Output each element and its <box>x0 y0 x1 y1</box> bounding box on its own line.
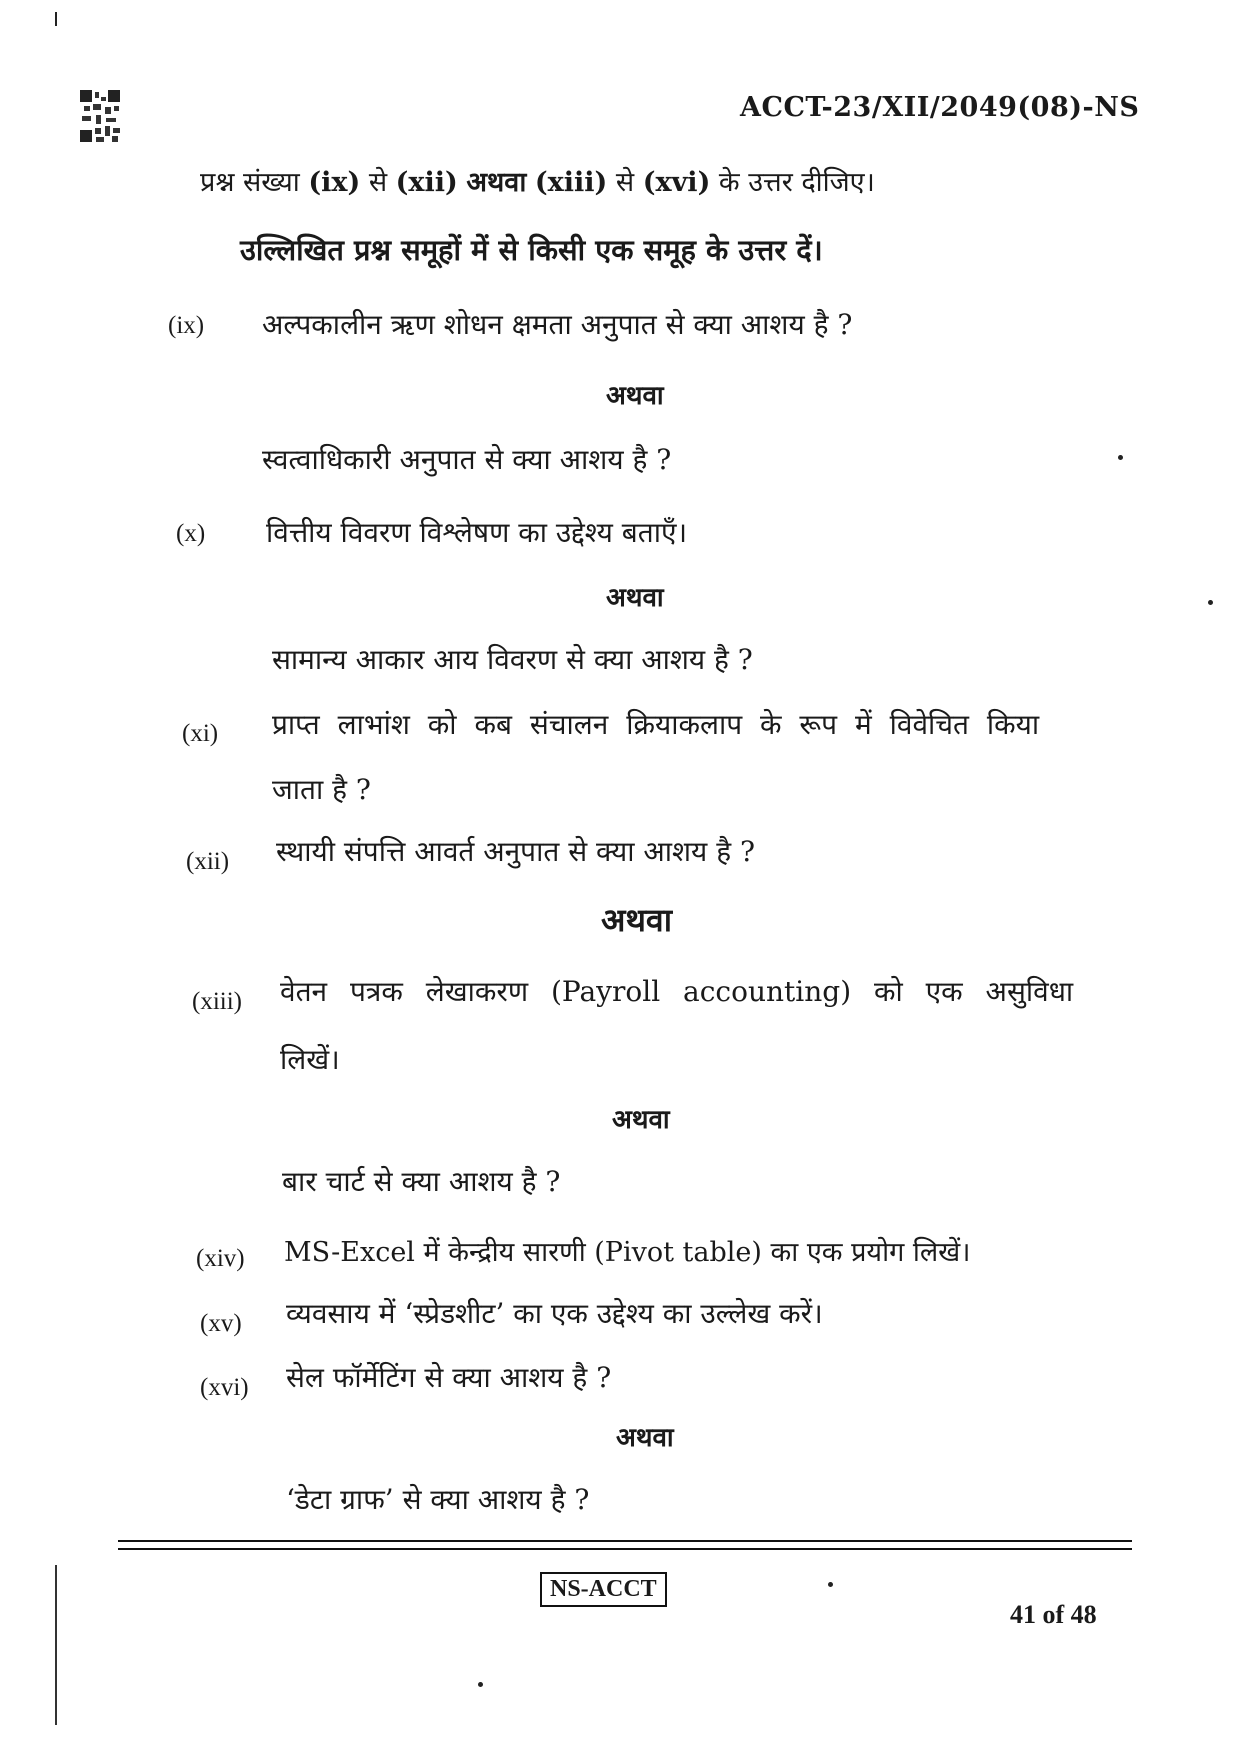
alternate-question: स्वत्वाधिकारी अनुपात से क्या आशय है ? <box>262 443 672 476</box>
question-text: स्थायी संपत्ति आवर्त अनुपात से क्या आशय है ? <box>276 835 755 868</box>
footer-code: NS-ACCT <box>540 1572 667 1607</box>
question-number: (xiv) <box>196 1245 245 1272</box>
alternate-question: बार चार्ट से क्या आशय है ? <box>282 1165 561 1198</box>
question-text: MS-Excel में केन्द्रीय सारणी (Pivot table) का एक प्रयोग लिखें। <box>284 1237 971 1268</box>
question-number: (xi) <box>182 720 219 747</box>
footer-divider <box>118 1540 1132 1542</box>
paper-code: ACCT-23/XII/2049(08)-NS <box>740 92 1140 123</box>
or-label: अथवा <box>612 1105 670 1135</box>
question-text: सेल फॉर्मेटिंग से क्या आशय है ? <box>286 1361 612 1394</box>
question-number: (xvi) <box>200 1374 249 1401</box>
or-label: अथवा <box>606 381 664 411</box>
question-text: प्राप्त लाभांश को कब संचालन क्रियाकलाप के रूप में विवेचित किया <box>272 708 1040 741</box>
question-text: वेतन पत्रक लेखाकरण (Payroll accounting) को एक असुविधा <box>280 975 1074 1008</box>
page-number: 41 of 48 <box>1010 1600 1097 1629</box>
alternate-question: ‘डेटा ग्राफ’ से क्या आशय है ? <box>286 1483 590 1516</box>
question-number: (ix) <box>168 312 205 339</box>
scan-mark <box>55 12 57 26</box>
question-number: (xiii) <box>192 988 242 1015</box>
question-number: (xv) <box>200 1310 242 1337</box>
question-text-continued: लिखें। <box>280 1043 340 1076</box>
scan-edge-line <box>55 1565 57 1725</box>
instruction-line-2: उल्लिखित प्रश्न समूहों में से किसी एक समूह के उत्तर दें। <box>240 233 823 267</box>
scan-speck <box>1208 600 1213 605</box>
qr-code-icon <box>78 88 122 144</box>
group-or-label: अथवा <box>601 901 672 939</box>
or-label: अथवा <box>606 583 664 613</box>
instruction-line-1: प्रश्न संख्या (ix) से (xii) अथवा (xiii) से (xvi) के उत्तर दीजिए। <box>200 167 875 198</box>
question-text: वित्तीय विवरण विश्लेषण का उद्देश्य बताएँ। <box>266 516 688 549</box>
or-label: अथवा <box>616 1423 674 1453</box>
scan-speck <box>828 1582 833 1587</box>
question-text: अल्पकालीन ऋण शोधन क्षमता अनुपात से क्या आशय है ? <box>262 308 853 341</box>
question-number: (x) <box>176 520 206 547</box>
alternate-question: सामान्य आकार आय विवरण से क्या आशय है ? <box>272 643 753 676</box>
question-number: (xii) <box>186 848 230 875</box>
question-text: व्यवसाय में ‘स्प्रेडशीट’ का एक उद्देश्य का उल्लेख करें। <box>286 1297 823 1330</box>
scan-speck <box>478 1682 483 1687</box>
scan-speck <box>1118 455 1123 460</box>
question-text-continued: जाता है ? <box>272 773 371 806</box>
footer-divider <box>118 1548 1132 1550</box>
